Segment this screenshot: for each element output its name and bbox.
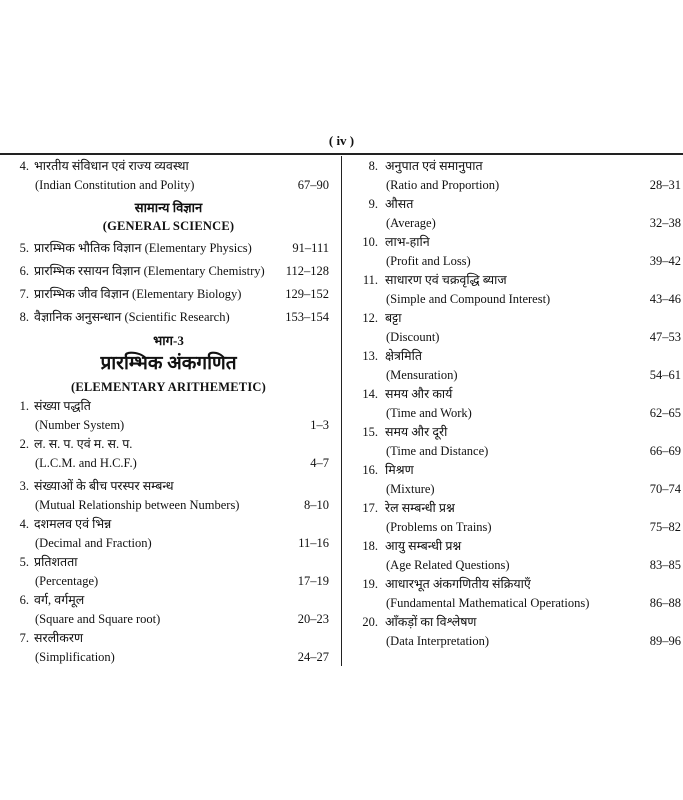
- toc-entry-sub: [345, 518, 683, 537]
- entry-number: 11.: [362, 273, 378, 287]
- entry-number: 12.: [362, 311, 378, 325]
- toc-entry: [345, 575, 683, 594]
- entry-number: 17.: [362, 501, 378, 515]
- entry-pages: 24–27: [297, 650, 329, 664]
- entry-number: 14.: [362, 387, 378, 401]
- toc-entry: [345, 195, 683, 214]
- entry-title-hindi: साधारण एवं चक्रवृद्धि ब्याज: [385, 273, 507, 287]
- toc-entry: [345, 499, 683, 518]
- entry-title-english: (Indian Constitution and Polity): [35, 178, 195, 192]
- entry-title-hindi: लाभ-हानि: [385, 235, 430, 249]
- entry-title-english: (Discount): [386, 330, 440, 344]
- entry-pages: 67–90: [297, 178, 329, 192]
- toc-entry: [0, 553, 337, 572]
- entry-pages: 89–96: [649, 634, 681, 648]
- entry-pages: 129–152: [285, 287, 329, 301]
- toc-entry: [345, 537, 683, 556]
- entry-pages: 54–61: [649, 368, 681, 382]
- entry-number: 4.: [19, 159, 29, 173]
- entry-number: 8.: [368, 159, 378, 173]
- entry-title-hindi: औसत: [385, 197, 414, 211]
- entry-title-hindi: आधारभूत अंकगणितीय संक्रियाएँ: [385, 577, 531, 591]
- entry-title-hindi: प्रतिशतता: [34, 555, 78, 569]
- toc-entry: [0, 239, 337, 258]
- entry-number: 6.: [19, 593, 29, 607]
- entry-number: 5.: [19, 555, 29, 569]
- toc-entry-sub: [0, 648, 337, 667]
- entry-pages: 62–65: [649, 406, 681, 420]
- entry-pages: 43–46: [649, 292, 681, 306]
- entry-title-english: (Mensuration): [386, 368, 458, 382]
- entry-pages: 70–74: [649, 482, 681, 496]
- entry-number: 9.: [368, 197, 378, 211]
- entry-number: 18.: [362, 539, 378, 553]
- toc-entry-sub: [0, 176, 337, 195]
- toc-entry: [0, 262, 337, 281]
- entry-title-english: (Fundamental Mathematical Operations): [386, 596, 590, 610]
- entry-title: प्रारम्भिक रसायन विज्ञान (Elementary Chemistry): [34, 264, 265, 278]
- entry-pages: 47–53: [649, 330, 681, 344]
- toc-entry-sub: [345, 480, 683, 499]
- entry-title-hindi: अनुपात एवं समानुपात: [385, 159, 483, 173]
- entry-title-hindi: भारतीय संविधान एवं राज्य व्यवस्था: [34, 159, 189, 173]
- entry-number: 2.: [19, 437, 29, 451]
- entry-title-english: (Square and Square root): [35, 612, 161, 626]
- toc-entry-sub: [0, 572, 337, 591]
- entry-pages: 66–69: [649, 444, 681, 458]
- entry-title-hindi: क्षेत्रमिति: [385, 349, 422, 363]
- toc-entry-sub: [0, 610, 337, 629]
- entry-pages: 8–10: [304, 498, 329, 512]
- toc-entry-sub: [345, 214, 683, 233]
- entry-number: 19.: [362, 577, 378, 591]
- toc-entry-sub: [345, 366, 683, 385]
- left-column: [0, 157, 337, 667]
- entry-pages: 20–23: [297, 612, 329, 626]
- entry-title-english: (Time and Distance): [386, 444, 489, 458]
- entry-pages: 91–111: [292, 241, 329, 255]
- entry-title-english: (Problems on Trains): [386, 520, 492, 534]
- entry-number: 6.: [19, 264, 29, 278]
- entry-title-hindi: समय और कार्य: [385, 387, 453, 401]
- toc-entry: [345, 613, 683, 632]
- entry-number: 13.: [362, 349, 378, 363]
- part-title-english: (ELEMENTARY ARITHEMETIC): [70, 380, 266, 394]
- entry-title-hindi: रेल सम्बन्धी प्रश्न: [385, 501, 455, 515]
- toc-entry: [0, 515, 337, 534]
- entry-pages: 11–16: [298, 536, 329, 550]
- entry-number: 8.: [19, 310, 29, 324]
- toc-entry: [0, 397, 337, 416]
- entry-title-hindi: दशमलव एवं भिन्न: [34, 517, 112, 531]
- top-rule: [0, 153, 683, 155]
- entry-title-hindi: सरलीकरण: [34, 631, 84, 645]
- toc-entry-sub: [345, 176, 683, 195]
- entry-number: 7.: [19, 631, 29, 645]
- entry-number: 16.: [362, 463, 378, 477]
- entry-title-english: (Data Interpretation): [386, 634, 490, 648]
- entry-pages: 32–38: [649, 216, 681, 230]
- entry-pages: 83–85: [649, 558, 681, 572]
- entry-number: 1.: [19, 399, 29, 413]
- entry-title-english: (Simplification): [35, 650, 115, 664]
- page-number: ( iv ): [328, 133, 355, 148]
- part-label: भाग-3: [153, 333, 184, 348]
- entry-title-hindi: वर्ग, वर्गमूल: [34, 593, 85, 607]
- entry-pages: 17–19: [297, 574, 329, 588]
- toc-entry: [345, 423, 683, 442]
- entry-title-english: (Age Related Questions): [386, 558, 510, 572]
- toc-entry-sub: [0, 496, 337, 515]
- toc-entry: [345, 347, 683, 366]
- entry-title-english: (Mutual Relationship between Numbers): [35, 498, 240, 512]
- toc-entry-sub: [345, 252, 683, 271]
- entry-title: प्रारम्भिक भौतिक विज्ञान (Elementary Physics): [34, 241, 252, 255]
- entry-title-english: (Decimal and Fraction): [35, 536, 152, 550]
- entry-title-english: (L.C.M. and H.C.F.): [35, 456, 137, 470]
- entry-title-hindi: आयु सम्बन्धी प्रश्न: [385, 539, 462, 553]
- toc-entry: [345, 461, 683, 480]
- toc-entry-sub: [0, 534, 337, 553]
- section-heading-hindi: सामान्य विज्ञान: [134, 200, 203, 215]
- toc-entry: [345, 385, 683, 404]
- entry-number: 10.: [362, 235, 378, 249]
- toc-entry-sub: [345, 290, 683, 309]
- toc-entry: [345, 157, 683, 176]
- entry-title-english: (Simple and Compound Interest): [386, 292, 551, 306]
- toc-entry: [0, 477, 337, 496]
- entry-title-english: (Number System): [35, 418, 125, 432]
- entry-title-english: (Time and Work): [386, 406, 472, 420]
- toc-entry-sub: [345, 328, 683, 347]
- entry-number: 5.: [19, 241, 29, 255]
- entry-pages: 28–31: [649, 178, 681, 192]
- toc-entry: [0, 285, 337, 304]
- entry-title-english: (Percentage): [35, 574, 99, 588]
- toc-entry: [0, 308, 337, 327]
- entry-number: 3.: [19, 479, 29, 493]
- toc-entry: [345, 233, 683, 252]
- entry-number: 15.: [362, 425, 378, 439]
- toc-entry-sub: [345, 594, 683, 613]
- section-heading-english: (GENERAL SCIENCE): [102, 219, 235, 233]
- toc-entry: [0, 591, 337, 610]
- toc-entry-sub: [345, 632, 683, 651]
- entry-title-hindi: आँकड़ों का विश्लेषण: [385, 615, 477, 629]
- entry-pages: 4–7: [310, 456, 329, 470]
- toc-entry: [345, 271, 683, 290]
- entry-number: 20.: [362, 615, 378, 629]
- toc-entry-sub: [345, 556, 683, 575]
- toc-entry: [0, 629, 337, 648]
- column-divider: [341, 156, 342, 666]
- toc-entry-sub: [0, 454, 337, 473]
- entry-pages: 112–128: [285, 264, 329, 278]
- entry-title-hindi: समय और दूरी: [385, 425, 448, 439]
- toc-entry-sub: [345, 442, 683, 461]
- entry-title-english: (Average): [386, 216, 436, 230]
- entry-title-english: (Mixture): [386, 482, 435, 496]
- toc-entry: [345, 309, 683, 328]
- entry-title: वैज्ञानिक अनुसन्धान (Scientific Research): [34, 310, 230, 324]
- right-column: [345, 157, 683, 651]
- entry-pages: 86–88: [649, 596, 681, 610]
- entry-title-english: (Profit and Loss): [386, 254, 471, 268]
- entry-title-hindi: संख्या पद्धति: [34, 399, 91, 413]
- toc-entry-sub: [345, 404, 683, 423]
- toc-entry: [0, 435, 337, 454]
- entry-pages: 153–154: [285, 310, 329, 324]
- entry-title-english: (Ratio and Proportion): [386, 178, 500, 192]
- entry-title-hindi: ल. स. प. एवं म. स. प.: [34, 437, 133, 451]
- entry-pages: 1–3: [310, 418, 329, 432]
- entry-number: 4.: [19, 517, 29, 531]
- entry-title-hindi: मिश्रण: [385, 463, 414, 477]
- entry-number: 7.: [19, 287, 29, 301]
- toc-entry-sub: [0, 416, 337, 435]
- entry-title-hindi: संख्याओं के बीच परस्पर सम्बन्ध: [34, 479, 174, 493]
- part-title-hindi: प्रारम्भिक अंकगणित: [100, 353, 237, 374]
- entry-title: प्रारम्भिक जीव विज्ञान (Elementary Biology): [34, 287, 242, 301]
- entry-pages: 75–82: [649, 520, 681, 534]
- entry-pages: 39–42: [649, 254, 681, 268]
- entry-title-hindi: बट्टा: [385, 311, 402, 325]
- toc-entry: [0, 157, 337, 176]
